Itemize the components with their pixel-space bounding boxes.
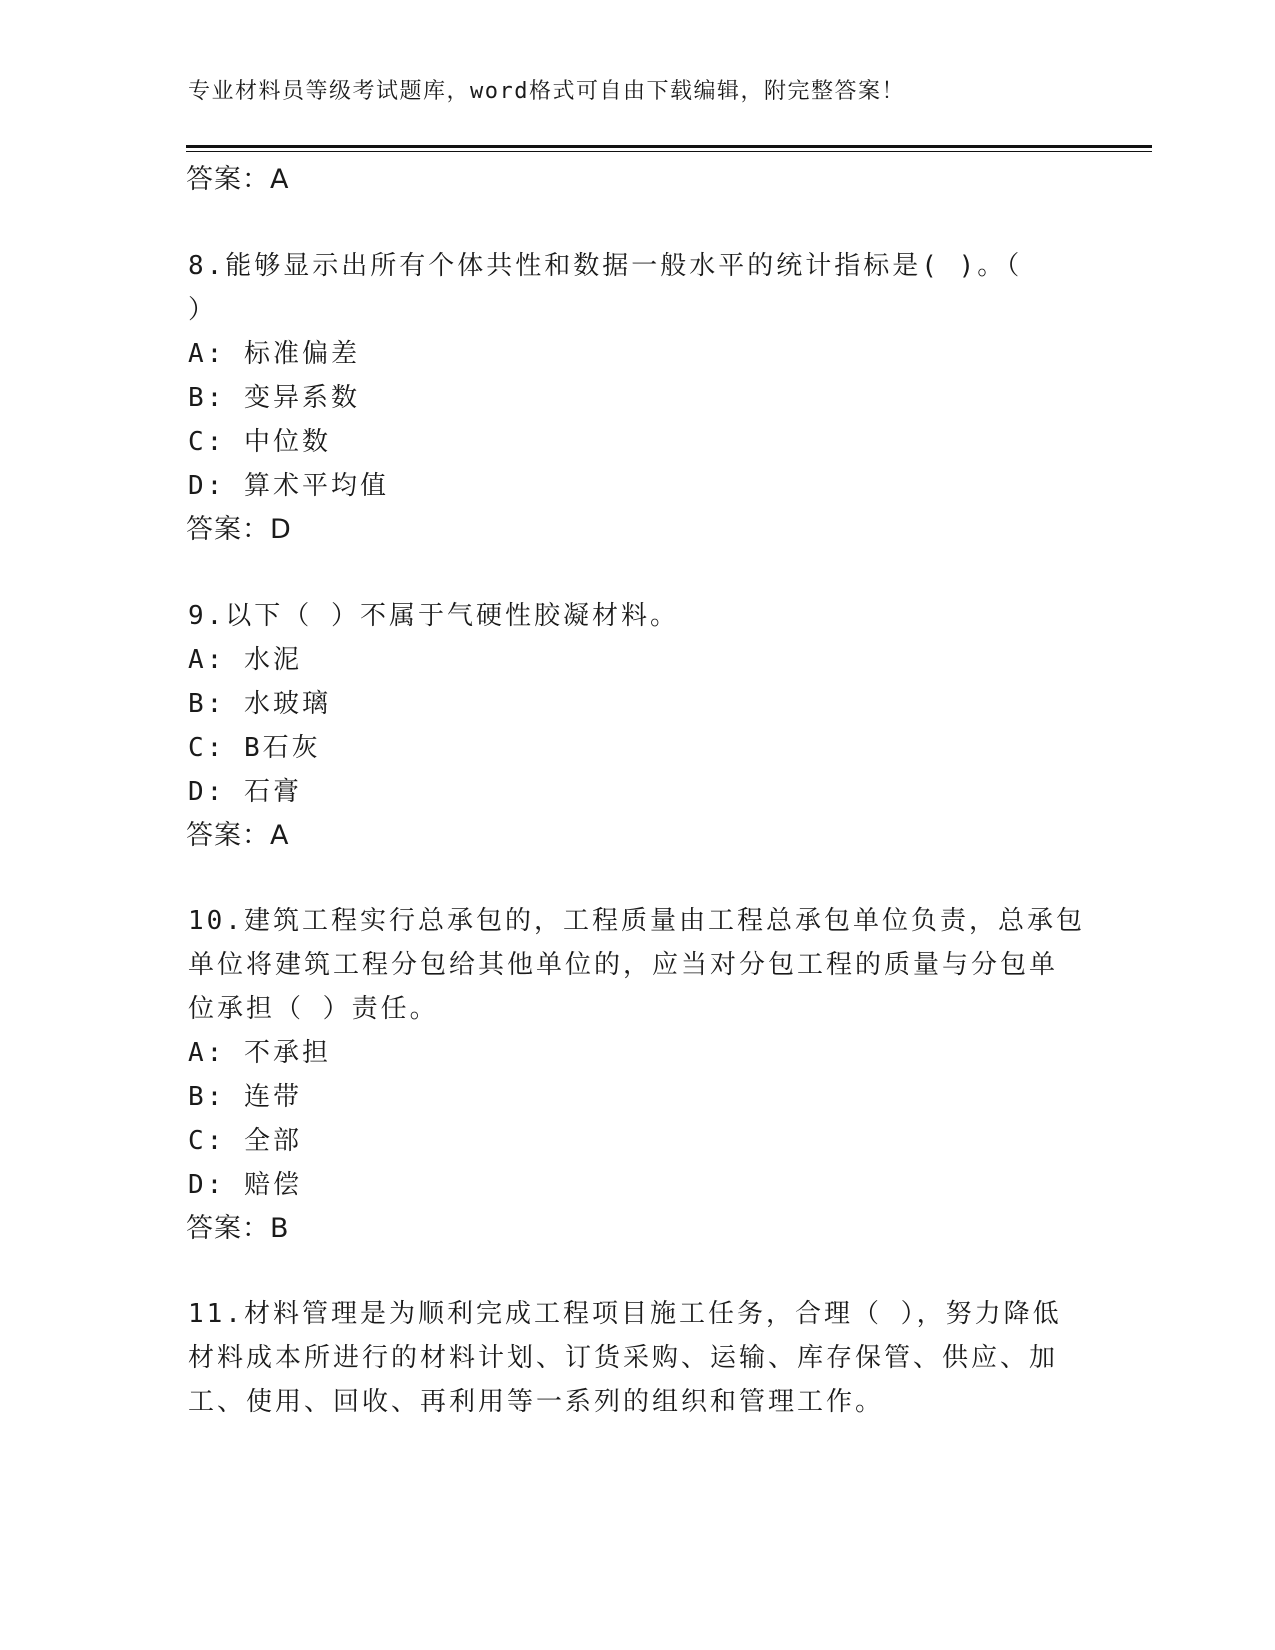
option-b: B: 连带	[188, 1082, 302, 1112]
option-a: A: 不承担	[188, 1038, 331, 1068]
question-11-text: 11.材料管理是为顺利完成工程项目施工任务，合理（ ），努力降低	[188, 1299, 1062, 1329]
option-d: D: 算术平均值	[188, 471, 389, 501]
question-8-text: ）	[188, 295, 218, 325]
option-d: D: 石膏	[188, 777, 302, 807]
option-d: D: 赔偿	[188, 1170, 302, 1200]
question-10-text: 10.建筑工程实行总承包的，工程质量由工程总承包单位负责，总承包	[188, 906, 1085, 936]
option-c: C: 中位数	[188, 427, 331, 457]
question-11-text: 工、使用、回收、再利用等一系列的组织和管理工作。	[188, 1387, 885, 1417]
option-c: C: 全部	[188, 1126, 302, 1156]
question-10-text: 单位将建筑工程分包给其他单位的，应当对分包工程的质量与分包单	[188, 950, 1059, 980]
question-11-text: 材料成本所进行的材料计划、订货采购、运输、库存保管、供应、加	[188, 1343, 1059, 1373]
option-a: A: 标准偏差	[188, 339, 360, 369]
option-b: B: 变异系数	[188, 383, 360, 413]
option-c: C: B石灰	[188, 733, 321, 763]
page-header: 专业材料员等级考试题库，word格式可自由下载编辑，附完整答案！	[188, 79, 905, 104]
option-b: B: 水玻璃	[188, 689, 331, 719]
answer-line: 答案：B	[186, 1213, 290, 1244]
header-divider	[186, 145, 1152, 148]
answer-line: 答案：D	[186, 514, 292, 545]
answer-line: 答案：A	[186, 164, 290, 195]
answer-line: 答案：A	[186, 820, 290, 851]
question-8-text: 8.能够显示出所有个体共性和数据一般水平的统计指标是( )。（	[188, 251, 1023, 281]
option-a: A: 水泥	[188, 645, 302, 675]
question-10-text: 位承担（ ）责任。	[188, 994, 439, 1024]
header-divider-thin	[186, 151, 1152, 152]
question-9-text: 9.以下（ ）不属于气硬性胶凝材料。	[188, 601, 679, 631]
